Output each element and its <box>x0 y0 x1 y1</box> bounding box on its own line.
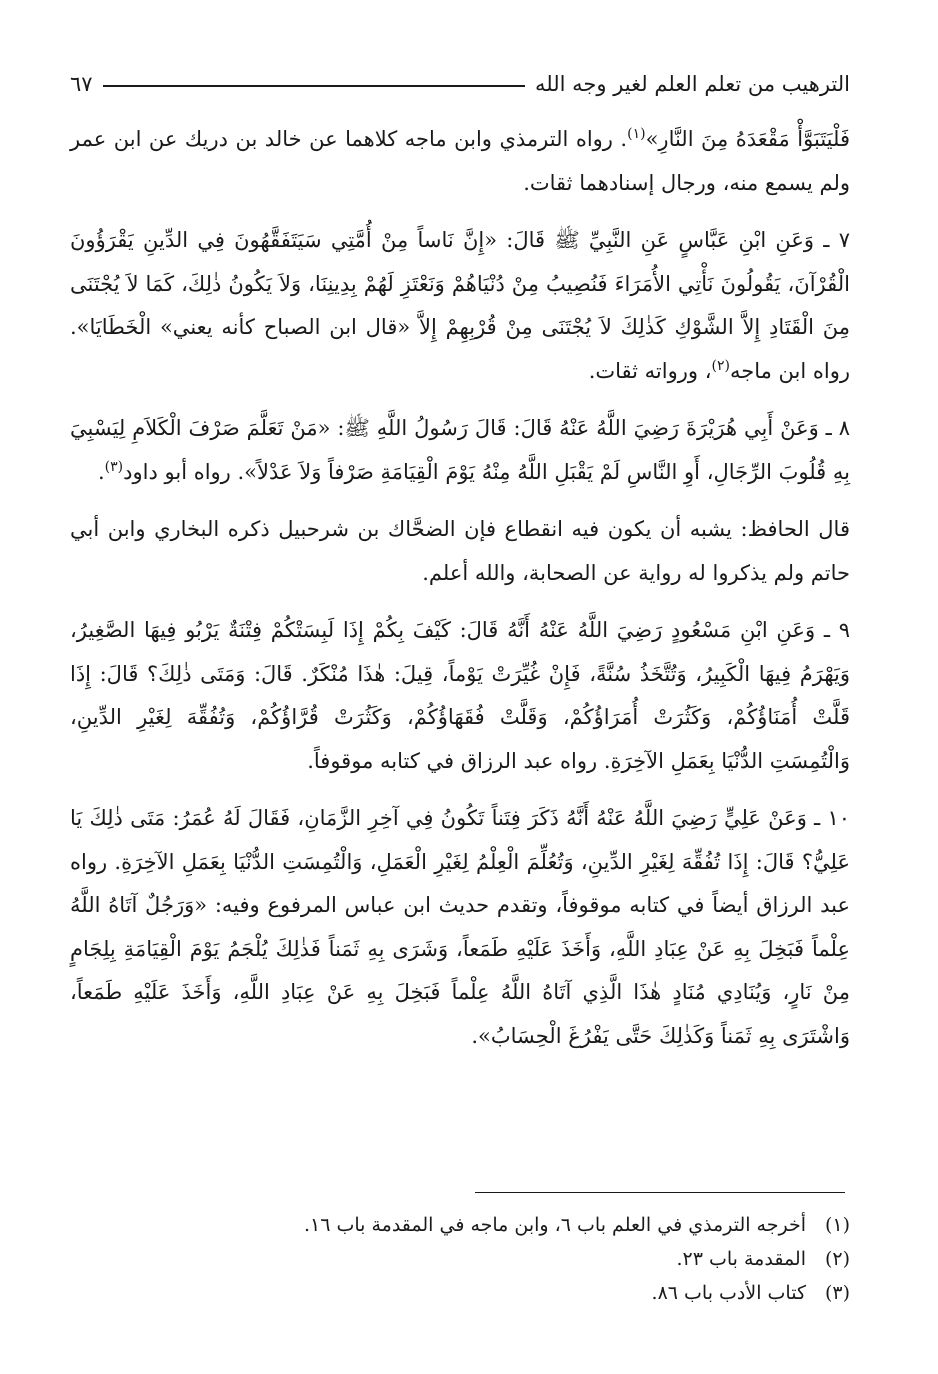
paragraph-continuation <box>70 118 850 205</box>
page-number: ٦٧ <box>70 72 93 96</box>
paragraph-text: ٧ ـ وَعَنِ ابْنِ عَبَّاسٍ عَنِ النَّبِيِّ ﷺ قَالَ: «إِنَّ نَاساً مِنْ أُمَّتِي سَيَتَفَقَّهُونَ فِي الدِّينِ يَقْرَؤُونَ الْقُرْآنَ، يَقُولُونَ نَأْتِي الأُمَرَاءَ فَنُصِيبُ مِنْ دُنْيَاهُمْ وَنَعْتَزِ لَهُمْ بِدِينِنَا، وَلاَ يَكُونُ ذٰلِكَ، كَمَا لاَ يُجْتَنَى مِنَ الْقَتَادِ إِلاَّ الشَّوْكِ كَذٰلِكَ لاَ يُجْتَنَى مِنْ قُرْبِهِمْ إِلاَّ «قال ابن الصباح كأنه يعني» الْخَطَايَا». رواه ابن ماجه <box>70 228 850 383</box>
hadith-9 <box>70 609 850 783</box>
hadith-8 <box>70 407 850 494</box>
paragraph-text: فَلْيَتَبَوَّأْ مَقْعَدَهُ مِنَ النَّارِ» <box>645 127 850 151</box>
footnote-text: كتاب الأدب باب ٨٦. <box>651 1282 806 1304</box>
footnote-number: (١) <box>824 1214 850 1236</box>
footnote-number: (٢) <box>824 1248 850 1270</box>
footnote-ref: (٣) <box>104 458 124 475</box>
paragraph-tail: . <box>97 459 105 484</box>
footnotes <box>70 1208 850 1310</box>
hadith-10 <box>70 797 850 1058</box>
footnote-text: أخرجه الترمذي في العلم باب ٦، وابن ماجه في المقدمة باب ١٦. <box>303 1214 806 1236</box>
footnote <box>70 1276 850 1310</box>
paragraph-text: قال الحافظ: يشبه أن يكون فيه انقطاع فإن الضحَّاك بن شرحبيل ذكره البخاري وابن أبي حاتم ولم يذكروا له رواية عن الصحابة، والله أعلم. <box>70 517 850 585</box>
main-text <box>70 118 850 1072</box>
paragraph-tail: . رواه الترمذي وابن ماجه كلاهما عن خالد بن دريك عن ابن عمر ولم يسمع منه، ورجال إسنادهما ثقات. <box>70 127 850 195</box>
footnote-separator <box>475 1192 845 1193</box>
footnote-number: (٣) <box>824 1282 850 1304</box>
paragraph-text: ١٠ ـ وَعَنْ عَلِيٍّ رَضِيَ اللَّهُ عَنْهُ أَنَّهُ ذَكَرَ فِتَناً تَكُونُ فِي آخِرِ الزَّمَانِ، فَقَالَ لَهُ عُمَرُ: مَتَى ذٰلِكَ يَا عَلِيُّ؟ قَالَ: إِذَا تُفُقِّهَ لِغَيْرِ الدِّينِ، وَتُعُلِّمَ الْعِلْمُ لِغَيْرِ الْعَمَلِ، وَالْتُمِسَتِ الدُّنْيَا بِعَمَلِ الآخِرَةِ. رواه عبد الرزاق أيضاً في كتابه موقوفاً، وتقدم حديث ابن عباس المرفوع وفيه: «وَرَجُلٌ آتَاهُ اللَّهُ عِلْماً فَبَخِلَ بِهِ عَنْ عِبَادِ اللَّهِ، وَأَخَذَ عَلَيْهِ طَمَعاً، وَشَرَى بِهِ ثَمَناً فَذٰلِكَ يُلْجَمُ يَوْمَ الْقِيَامَةِ بِلِجَامٍ مِنْ نَارٍ، وَيُنَادِي مُنَادٍ هٰذَا الَّذِي آتَاهُ اللَّهُ عِلْماً فَبَخِلَ بِهِ عَنْ عِبَادِ اللَّهِ، وَأَخَذَ عَلَيْهِ طَمَعاً، وَاشْتَرَى بِهِ ثَمَناً وَكَذٰلِكَ حَتَّى يَفْرُغَ الْحِسَابُ». <box>70 806 850 1048</box>
hafiz-comment <box>70 508 850 595</box>
footnote-ref: (١) <box>627 126 646 142</box>
paragraph-tail: ، ورواته ثقات. <box>588 358 712 383</box>
running-header <box>70 66 850 102</box>
footnote-ref: (٢) <box>711 357 730 374</box>
footnote-text: المقدمة باب ٢٣. <box>676 1248 806 1270</box>
paragraph-text: ٩ ـ وَعَنِ ابْنِ مَسْعُودٍ رَضِيَ اللَّهُ عَنْهُ أَنَّهُ قَالَ: كَيْفَ بِكُمْ إِذَا لَبِسَتْكُمْ فِتْنَةٌ يَرْبُو فِيهَا الصَّغِيرُ، وَيَهْرَمُ فِيهَا الْكَبِيرُ، وَتُتَّخَذُ سُنَّةً، فَإِنْ غُيِّرَتْ يَوْماً، قِيلَ: هٰذَا مُنْكَرٌ. قَالَ: وَمَتَى ذٰلِكَ؟ قَالَ: إِذَا قَلَّتْ أُمَنَاؤُكُمْ، وَكَثُرَتْ أُمَرَاؤُكُمْ، وَقَلَّتْ فُقَهَاؤُكُمْ، وَكَثُرَتْ قُرَّاؤُكُمْ، وَتُفُقِّهَ لِغَيْرِ الدِّينِ، وَالْتُمِسَتِ الدُّنْيَا بِعَمَلِ الآخِرَةِ. رواه عبد الرزاق في كتابه موقوفاً. <box>70 618 850 773</box>
chapter-title: الترهيب من تعلم العلم لغير وجه الله <box>535 72 850 96</box>
paragraph-text: ٨ ـ وَعَنْ أَبِي هُرَيْرَةَ رَضِيَ اللَّهُ عَنْهُ قَالَ: قَالَ رَسُولُ اللَّهِ ﷺ: «مَنْ تَعَلَّمَ صَرْفَ الْكَلاَمِ لِيَسْبِيَ بِهِ قُلُوبَ الرِّجَالِ، أَوِ النَّاسِ لَمْ يَقْبَلِ اللَّهُ مِنْهُ يَوْمَ الْقِيَامَةِ صَرْفاً وَلاَ عَدْلاً». رواه أبو داود <box>70 416 850 484</box>
header-rule <box>103 85 525 87</box>
hadith-7 <box>70 219 850 393</box>
footnote <box>70 1208 850 1242</box>
footnote <box>70 1242 850 1276</box>
